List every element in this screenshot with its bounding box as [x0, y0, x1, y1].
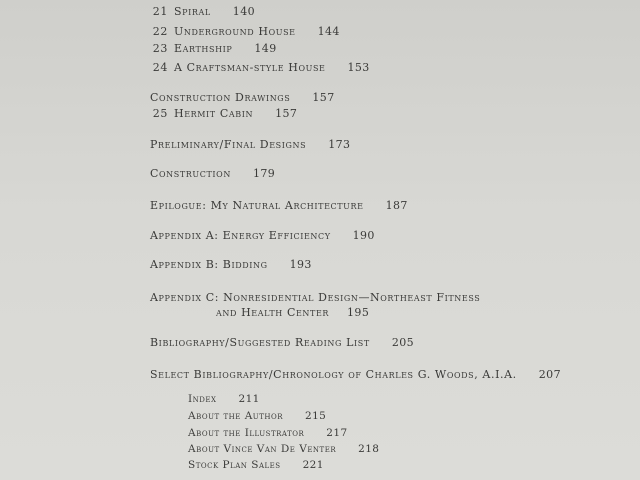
page-number: 187 — [385, 199, 408, 212]
entry-title: Stock Plan Sales — [188, 459, 281, 471]
page-number: 221 — [302, 459, 324, 471]
toc-section-epilogue — [150, 200, 408, 212]
page-number: 218 — [358, 443, 380, 455]
page-number: 157 — [312, 91, 335, 104]
entry-title-line1: Appendix C: Nonresidential Design—Northeast Fitness — [150, 291, 481, 304]
entry-title: Select Bibliography/Chronology of Charles G. Woods, A.I.A. — [150, 368, 517, 381]
entry-title: About the Illustrator — [188, 427, 305, 439]
toc-section-appendix-c-cont — [216, 307, 369, 319]
entry-title: Preliminary/Final Designs — [150, 138, 307, 151]
page-number: 215 — [305, 410, 327, 422]
toc-section-bibliography — [150, 337, 414, 349]
entry-title: Appendix A: Energy Efficiency — [150, 229, 331, 242]
toc-entry-22 — [150, 26, 340, 38]
entry-title: Earthship — [174, 42, 233, 55]
chapter-number: 25 — [152, 107, 168, 120]
entry-title: Index — [188, 393, 217, 405]
page-number: 207 — [538, 368, 561, 381]
toc-section-construction — [150, 168, 275, 180]
toc-section-appendix-a — [150, 230, 375, 242]
page-number: 193 — [289, 258, 312, 271]
toc-entry-24 — [150, 62, 370, 74]
chapter-number: 21 — [152, 5, 168, 18]
entry-title: Construction Drawings — [150, 91, 291, 104]
toc-back-about-illustrator — [188, 427, 348, 439]
page-number: 140 — [232, 5, 255, 18]
toc-section-select-bibliography — [150, 369, 561, 381]
entry-title: Underground House — [174, 25, 296, 38]
entry-title: Construction — [150, 167, 231, 180]
toc-section-construction-drawings — [150, 92, 335, 104]
page-number: 211 — [238, 393, 260, 405]
entry-title-line2: and Health Center — [216, 306, 330, 319]
page-number: 179 — [252, 167, 276, 180]
entry-title: Appendix B: Bidding — [150, 258, 268, 271]
entry-title: About Vince Van De Venter — [188, 443, 337, 455]
entry-title: Bibliography/Suggested Reading List — [150, 336, 370, 349]
toc-section-appendix-c — [150, 292, 480, 304]
chapter-number: 23 — [152, 42, 168, 55]
toc-back-stock-plan-sales — [188, 459, 324, 471]
chapter-number: 24 — [152, 61, 168, 74]
toc-back-about-vince — [188, 443, 379, 455]
entry-title: About the Author — [188, 410, 283, 422]
page-number: 157 — [275, 107, 298, 120]
chapter-number: 22 — [152, 25, 168, 38]
page-number: 153 — [347, 61, 370, 74]
toc-section-appendix-b — [150, 259, 312, 271]
page-number: 195 — [347, 306, 370, 319]
page-number: 217 — [326, 427, 348, 439]
toc-entry-25 — [150, 108, 297, 120]
page-number: 144 — [317, 25, 340, 38]
toc-back-index — [188, 393, 260, 405]
page-number: 205 — [391, 336, 415, 349]
toc-entry-23 — [150, 43, 277, 55]
page-number: 149 — [254, 42, 277, 55]
entry-title: Epilogue: My Natural Architecture — [150, 199, 364, 212]
entry-title: Spiral — [174, 5, 211, 18]
toc-entry-21 — [150, 6, 255, 18]
toc-section-preliminary — [150, 139, 350, 151]
page-number: 190 — [352, 229, 375, 242]
entry-title: A Craftsman-style House — [174, 61, 326, 74]
toc-back-about-author — [188, 410, 326, 422]
entry-title: Hermit Cabin — [174, 107, 254, 120]
page-number: 173 — [328, 138, 351, 151]
